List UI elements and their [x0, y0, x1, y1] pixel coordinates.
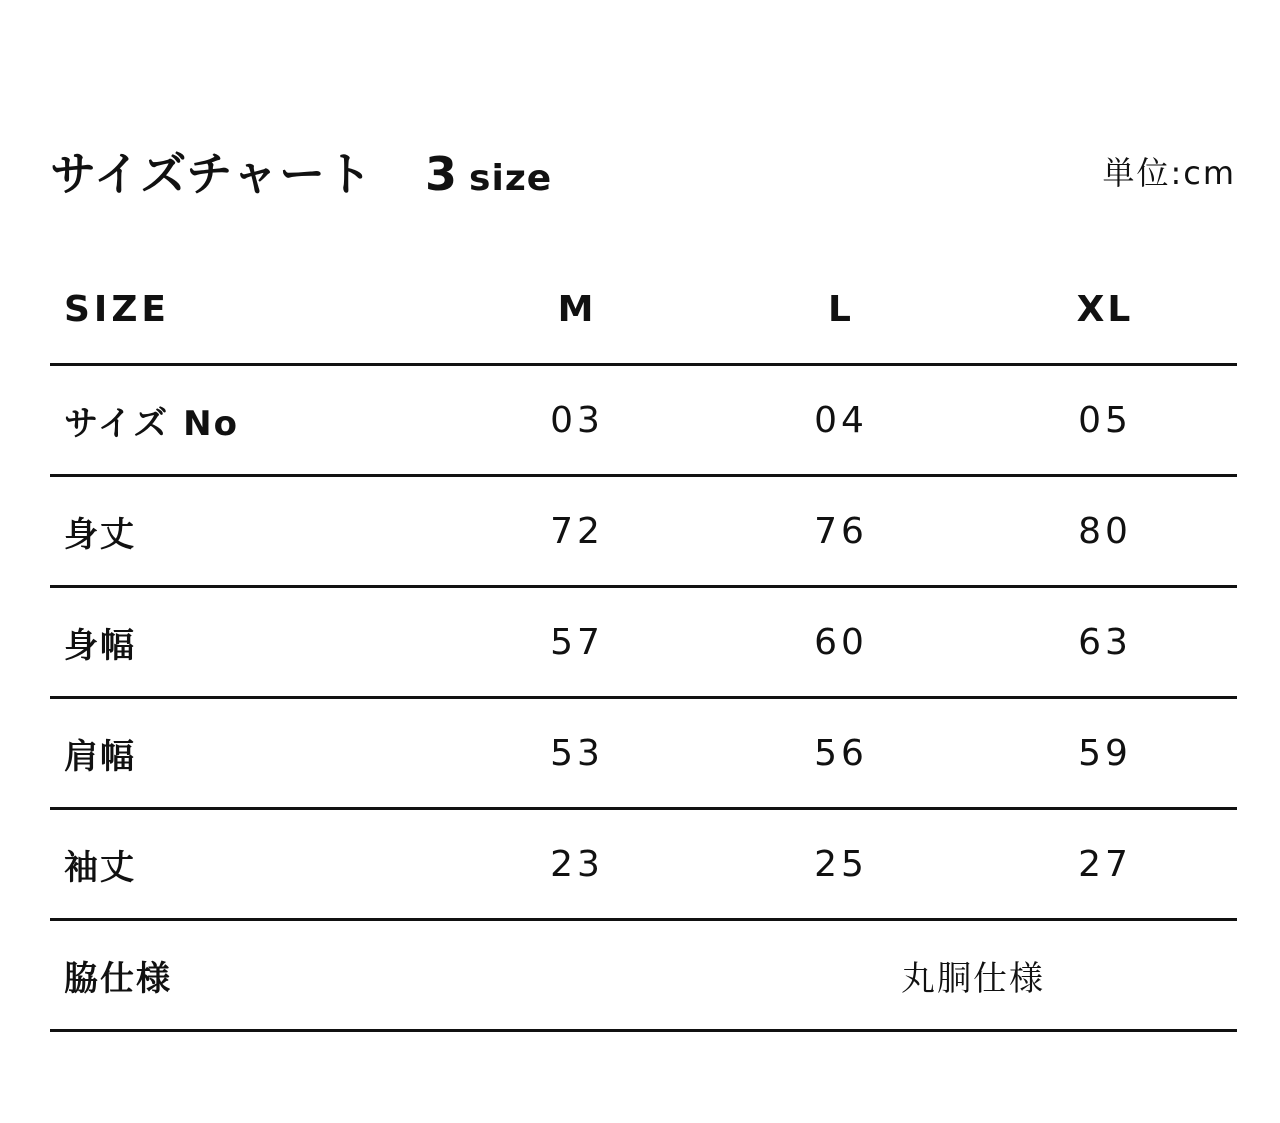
row-label: 肩幅	[50, 698, 445, 809]
size-count: 3	[425, 147, 458, 201]
table-row-shoulder-width	[50, 698, 1237, 809]
table-cell: 56	[709, 698, 973, 809]
spec-value: 丸胴仕様	[445, 920, 1237, 1031]
table-cell: 57	[445, 587, 709, 698]
table-row-side-spec	[50, 920, 1237, 1031]
table-cell: 63	[973, 587, 1237, 698]
table-header-row	[50, 255, 1237, 365]
table-cell: 60	[709, 587, 973, 698]
row-label: 袖丈	[50, 809, 445, 920]
row-label: 脇仕様	[50, 920, 445, 1031]
table-row-size-no	[50, 365, 1237, 476]
table-row-body-width	[50, 587, 1237, 698]
table-cell: 76	[709, 476, 973, 587]
column-header-l: L	[709, 255, 973, 365]
unit-label: 単位:cm	[1102, 154, 1236, 192]
size-chart-header	[50, 128, 1236, 218]
table-cell: 53	[445, 698, 709, 809]
size-table	[50, 255, 1237, 1032]
row-label: 身幅	[50, 587, 445, 698]
table-cell: 59	[973, 698, 1237, 809]
column-header-m: M	[445, 255, 709, 365]
row-label: サイズ No	[50, 365, 445, 476]
table-cell: 23	[445, 809, 709, 920]
table-row-body-length	[50, 476, 1237, 587]
table-cell: 05	[973, 365, 1237, 476]
table-cell: 80	[973, 476, 1237, 587]
table-cell: 72	[445, 476, 709, 587]
row-label: 身丈	[50, 476, 445, 587]
page-title: サイズチャート	[50, 147, 374, 201]
column-header-xl: XL	[973, 255, 1237, 365]
size-count-suffix: size	[469, 158, 553, 199]
table-cell: 25	[709, 809, 973, 920]
table-cell: 04	[709, 365, 973, 476]
table-cell: 03	[445, 365, 709, 476]
size-corner-label: SIZE	[50, 255, 445, 365]
table-cell: 27	[973, 809, 1237, 920]
title-block	[50, 138, 552, 204]
table-row-sleeve-length	[50, 809, 1237, 920]
